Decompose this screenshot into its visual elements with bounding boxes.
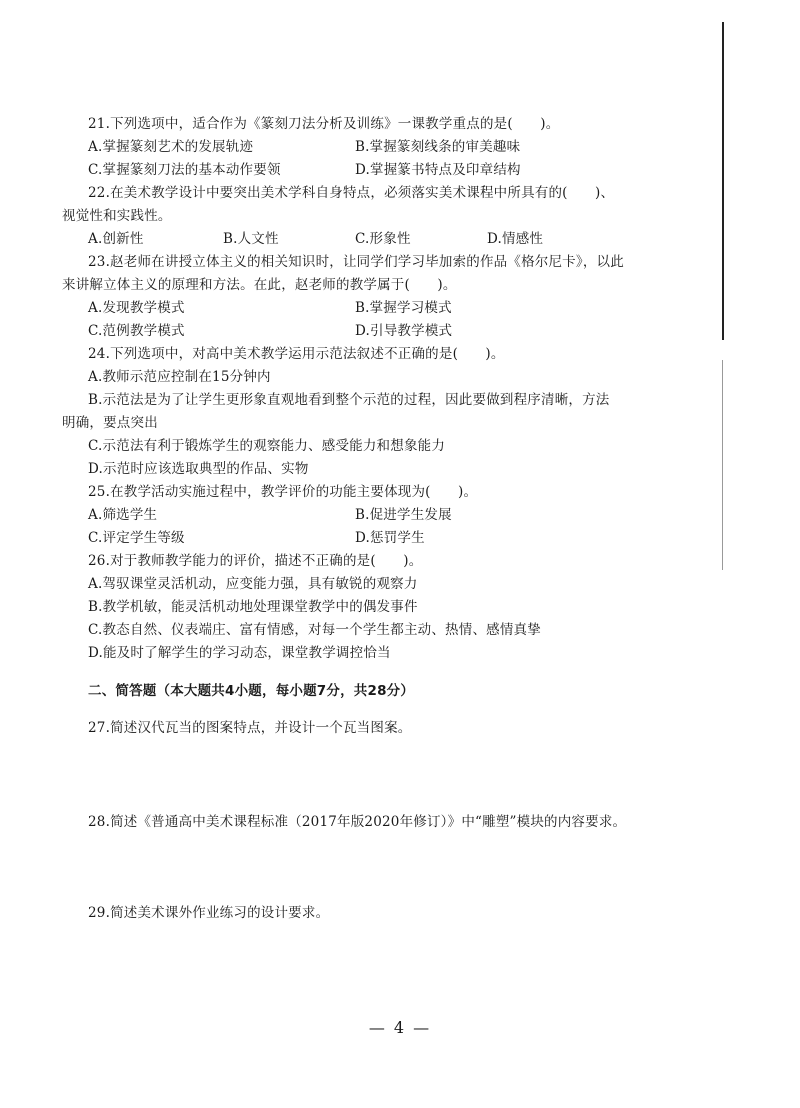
question-26-option-a: A.驾驭课堂灵活机动，应变能力强，具有敏锐的观察力 bbox=[88, 576, 418, 592]
question-25-stem: 25.在教学活动实施过程中，教学评价的功能主要体现为( )。 bbox=[88, 484, 478, 500]
question-21-option-d: D.掌握篆书特点及印章结构 bbox=[355, 162, 521, 178]
question-23-stem-line1: 23.赵老师在讲授立体主义的相关知识时，让同学们学习毕加索的作品《格尔尼卡》，以此 bbox=[88, 254, 624, 270]
question-22-option-a: A.创新性 bbox=[88, 231, 144, 247]
question-21-option-b: B.掌握篆刻线条的审美趣味 bbox=[355, 139, 521, 155]
scan-edge-line-faint bbox=[722, 360, 723, 570]
question-23-option-d: D.引导教学模式 bbox=[355, 323, 453, 339]
question-26-option-d: D.能及时了解学生的学习动态，课堂教学调控恰当 bbox=[88, 645, 391, 661]
question-22-option-d: D.情感性 bbox=[487, 231, 544, 247]
question-23-option-b: B.掌握学习模式 bbox=[355, 300, 452, 316]
question-22-stem-line2: 视觉性和实践性。 bbox=[62, 208, 172, 224]
question-21-option-c: C.掌握篆刻刀法的基本动作要领 bbox=[88, 162, 281, 178]
question-25-option-a: A.筛选学生 bbox=[88, 507, 158, 523]
question-23-option-a: A.发现教学模式 bbox=[88, 300, 185, 316]
question-26-stem: 26.对于教师教学能力的评价，描述不正确的是( )。 bbox=[88, 553, 423, 569]
question-25-option-c: C.评定学生等级 bbox=[88, 530, 185, 546]
question-26-option-c: C.教态自然、仪表端庄、富有情感，对每一个学生都主动、热情、感情真挚 bbox=[88, 622, 541, 638]
question-24-option-a: A.教师示范应控制在15分钟内 bbox=[88, 369, 271, 385]
question-25-option-b: B.促进学生发展 bbox=[355, 507, 452, 523]
question-22-stem-line1: 22.在美术教学设计中要突出美术学科自身特点，必须落实美术课程中所具有的( )、 bbox=[88, 185, 615, 201]
question-21-stem: 21.下列选项中，适合作为《篆刻刀法分析及训练》一课教学重点的是( )。 bbox=[88, 116, 560, 132]
question-26-option-b: B.教学机敏，能灵活机动地处理课堂教学中的偶发事件 bbox=[88, 599, 418, 615]
question-29: 29.简述美术课外作业练习的设计要求。 bbox=[88, 905, 330, 921]
scan-edge-line bbox=[722, 22, 724, 340]
question-23-stem-line2: 来讲解立体主义的原理和方法。在此，赵老师的教学属于( )。 bbox=[62, 277, 457, 293]
question-22-option-b: B.人文性 bbox=[223, 231, 279, 247]
section-heading-short-answer: 二、简答题（本大题共4小题，每小题7分，共28分） bbox=[88, 683, 415, 699]
question-22-option-c: C.形象性 bbox=[355, 231, 411, 247]
question-27: 27.简述汉代瓦当的图案特点，并设计一个瓦当图案。 bbox=[88, 720, 412, 736]
question-24-option-c: C.示范法有利于锻炼学生的观察能力、感受能力和想象能力 bbox=[88, 438, 446, 454]
question-28: 28.简述《普通高中美术课程标准（2017年版2020年修订）》中“雕塑”模块的内容要求。 bbox=[88, 814, 627, 830]
question-24-option-b-line1: B.示范法是为了让学生更形象直观地看到整个示范的过程，因此要做到程序清晰，方法 bbox=[88, 392, 610, 408]
question-23-option-c: C.范例教学模式 bbox=[88, 323, 185, 339]
page-number: — 4 — bbox=[368, 1018, 432, 1037]
question-21-option-a: A.掌握篆刻艺术的发展轨迹 bbox=[88, 139, 254, 155]
question-24-option-d: D.示范时应该选取典型的作品、实物 bbox=[88, 461, 309, 477]
question-25-option-d: D.惩罚学生 bbox=[355, 530, 425, 546]
question-24-stem: 24.下列选项中，对高中美术教学运用示范法叙述不正确的是( )。 bbox=[88, 346, 505, 362]
question-24-option-b-line2: 明确，要点突出 bbox=[62, 415, 158, 431]
